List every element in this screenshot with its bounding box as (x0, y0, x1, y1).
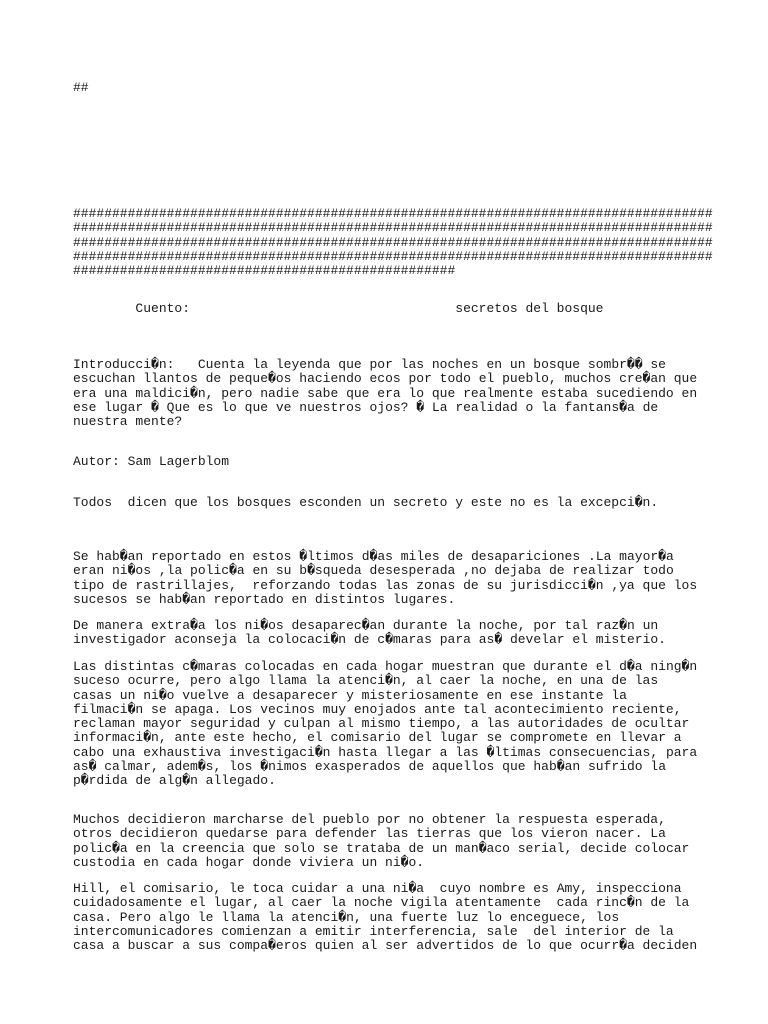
author-line: Autor: Sam Lagerblom (73, 454, 230, 469)
body-paragraph: Muchos decidieron marcharse del pueblo por no obtener la respuesta esperada, otros decidieron quedarse para defender las tierras que los vieron nacer. La polic�a en la creencia que solo se trataba de un man�aco serial, decide colocar custodia en cada hogar donde viviera un ni�o. (73, 812, 690, 870)
hash-line: ## (73, 80, 89, 95)
hash-block: ################################################################################## ################################################################################## ################################################################################## ################################################################################## ################################################# (73, 206, 713, 279)
opening-sentence: Todos dicen que los bosques esconden un secreto y este no es la excepci�n. (73, 495, 659, 510)
story-title-line: Cuento: secretos del bosque (73, 301, 604, 316)
body-paragraph: Hill, el comisario, le toca cuidar a una ni�a cuyo nombre es Amy, inspecciona cuidadosamente el lugar, al caer la noche vigila atentamente cada rinc�n de la casa. Pero algo le llama la atenci�n, una fuerte luz lo enceguece, los intercomunicadores comienzan a emitir interferencia, sale del interior de la casa a buscar a sus compa�eros quien al ser advertidos de lo que ocurr�a deciden (73, 881, 698, 954)
document-page (73, 0, 713, 954)
body-paragraph: Las distintas c�maras colocadas en cada hogar muestran que durante el d�a ning�n suceso ocurre, pero algo llama la atenci�n, al caer la noche, en una de las casas un ni�o vuelve a desaparecer y misteriosamente en ese instante la filmaci�n se apaga. Los vecinos muy enojados ante tal acontecimiento reciente, reclaman mayor seguridad y culpan al mismo tiempo, a las autoridades de ocultar informaci�n, ante este hecho, el comisario del lugar se compromete en llevar a cabo una exhaustiva investigaci�n hasta llegar a las �ltimas consecuencias, para as� calmar, adem�s, los �nimos exasperados de aquellos que hab�an sufrido la p�rdida de alg�n allegado. (73, 659, 698, 789)
introduction-paragraph: Introducci�n: Cuenta la leyenda que por las noches en un bosque sombr�� se escuchan llantos de peque�os haciendo ecos por todo el pueblo, muchos cre�an que era una maldici�n, pero nadie sabe que era lo que realmente estaba sucediendo en ese lugar � Que es lo que ve nuestros ojos? � La realidad o la fantans�a de nuestra mente? (73, 357, 698, 430)
body-paragraph: De manera extra�a los ni�os desaparec�an durante la noche, por tal raz�n un investigador aconseja la colocaci�n de c�maras para as� develar el misterio. (73, 618, 666, 648)
body-paragraph: Se hab�an reportado en estos �ltimos d�as miles de desapariciones .La mayor�a eran ni�os ,la polic�a en su b�squeda desesperada ,no dejaba de realizar todo tipo de rastrillajes, reforzando todas las zonas de su jurisdicci�n ,ya que los sucesos se hab�an reportado en distintos lugares. (73, 549, 698, 607)
